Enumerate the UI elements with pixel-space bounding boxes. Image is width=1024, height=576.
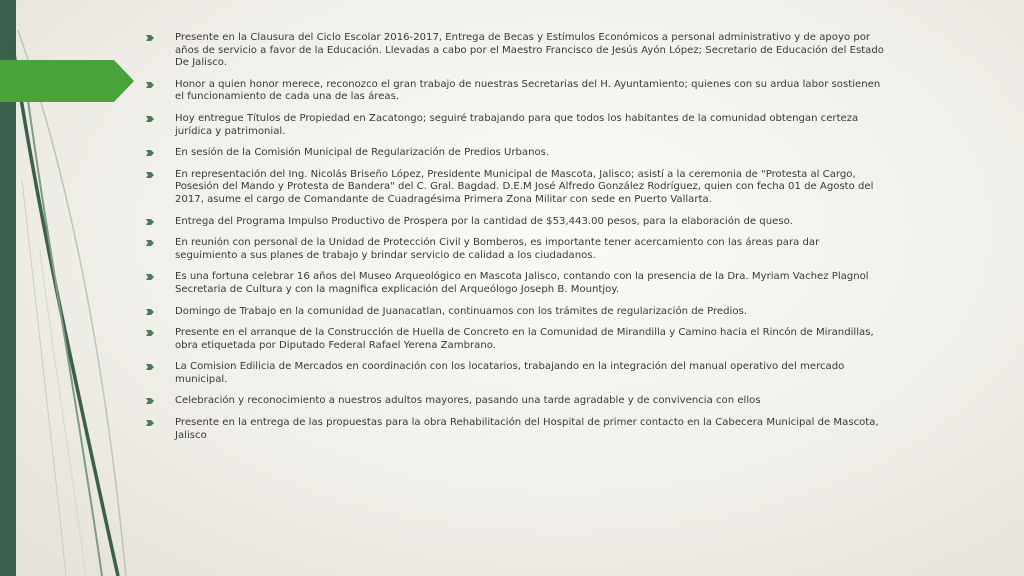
list-item-text: Presente en la Clausura del Ciclo Escolar 2016-2017, Entrega de Becas y Estímulos Económicos a personal administrativo y de apoyo por años de servicio a favor de la Educación. Llevadas a cabo por el Maestro Francisco de Jesús Ayón López; Secretario de Educación del Estado De Jalisco. [175,32,884,69]
arrow-bullet-icon [146,306,156,318]
arrow-bullet-icon [146,147,156,159]
list-item-text: En representación del Ing. Nicolás Briseño López, Presidente Municipal de Mascota, Jalisco; asistí a la ceremonia de "Protesta al Cargo, Posesión del Mando y Protesta de Bandera" del C. Gral. Bagdad. D.E.M José Alfredo González Rodríguez, quien con fecha 01 de Agosto del 2017, asume el cargo de Comandante de Cuadragésima Primera Zona Militar con sede en Puerto Vallarta. [175,168,874,205]
list-item [146,147,884,160]
arrow-bullet-icon [146,169,156,181]
list-item-text: Presente en la entrega de las propuestas para la obra Rehabilitación del Hospital de primer contacto en la Cabecera Municipal de Mascota, Jalisco [175,417,879,441]
list-item [146,113,884,138]
list-item-text: Presente en el arranque de la Construcción de Huella de Concreto en la Comunidad de Mirandilla y Camino hacia el Rincón de Mirandillas, obra etiquetada por Diputado Federal Rafael Yerena Zambrano. [175,327,874,351]
arrow-bullet-icon [146,361,156,373]
list-item [146,32,884,70]
list-item [146,169,884,207]
arrow-bullet-icon [146,271,156,283]
arrow-bullet-icon [146,237,156,249]
list-item [146,306,884,319]
arrow-bullet-icon [146,79,156,91]
list-item [146,417,884,442]
list-item-text: Honor a quien honor merece, reconozco el gran trabajo de nuestras Secretarias del H. Ayuntamiento; quienes con su ardua labor sostienen el funcionamiento de cada una de las áreas. [175,78,881,103]
arrow-bullet-icon [146,327,156,339]
list-item [146,79,884,104]
arrow-bullet-icon [146,32,156,44]
bullet-list [146,32,884,451]
list-item [146,395,884,408]
arrow-bullet-icon [146,417,156,429]
list-item-text: Entrega del Programa Impulso Productivo de Prospera por la cantidad de $53,443.00 pesos, para la elaboración de queso. [175,215,793,227]
list-item [146,327,884,352]
list-item-text: En sesión de la Comisión Municipal de Regularización de Predios Urbanos. [175,147,550,159]
arrow-bullet-icon [146,113,156,125]
arrow-bullet-icon [146,395,156,407]
list-item [146,361,884,386]
list-item [146,271,884,296]
list-item-text: En reunión con personal de la Unidad de Protección Civil y Bomberos, es importante tener acercamiento con las áreas para dar seguimiento a sus planes de trabajo y brindar servicio de calidad a los ciudadanos. [175,237,820,261]
list-item-text: Es una fortuna celebrar 16 años del Museo Arqueológico en Mascota Jalisco, contando con la presencia de la Dra. Myriam Vachez Plagnol Secretaria de Cultura y con la magnifica explicación del Arqueólogo Joseph B. Mountjoy. [175,271,869,295]
list-item-text: Domingo de Trabajo en la comunidad de Juanacatlan, continuamos con los trámites de regularización de Predios. [175,305,747,317]
green-accent-tab [0,60,134,102]
arrow-bullet-icon [146,216,156,228]
list-item-text: Hoy entregue Títulos de Propiedad en Zacatongo; seguiré trabajando para que todos los habitantes de la comunidad obtengan certeza jurídica y patrimonial. [175,112,859,137]
list-item [146,216,884,229]
list-item-text: Celebración y reconocimiento a nuestros adultos mayores, pasando una tarde agradable y de convivencia con ellos [175,395,761,407]
list-item [146,237,884,262]
list-item-text: La Comision Edilicia de Mercados en coordinación con los locatarios, trabajando en la integración del manual operativo del mercado municipal. [175,361,845,385]
